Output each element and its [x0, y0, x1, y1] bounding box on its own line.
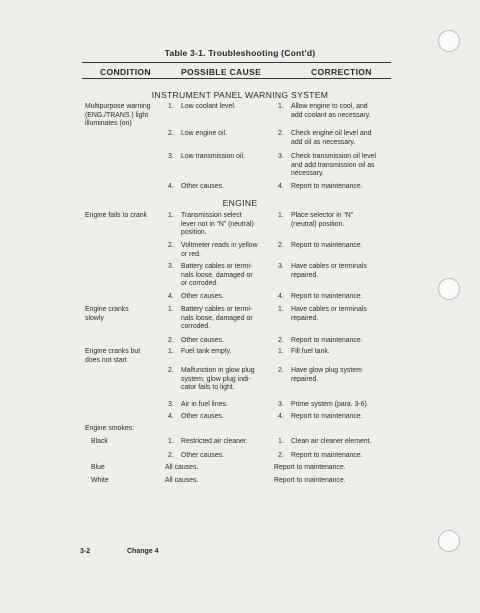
- cause-text: Other causes.: [181, 337, 224, 344]
- cause-number: 1.: [168, 348, 174, 355]
- correction-number: 1.: [278, 212, 284, 219]
- cause-text: Other causes.: [181, 183, 224, 190]
- condition-text: illuminates (on): [85, 120, 132, 128]
- correction-text: Check transmission oil level: [291, 153, 377, 160]
- correction-number: 2.: [278, 242, 284, 249]
- condition-text: does not start: [85, 356, 127, 364]
- correction-number: 4.: [278, 293, 284, 300]
- cause-text: Fuel tank empty.: [181, 348, 232, 355]
- cause-number: 3.: [168, 263, 174, 270]
- correction-text: Report to maintenance.: [291, 452, 363, 459]
- condition-text: Engine cranks: [85, 306, 129, 313]
- correction-text: Report to maintenance.: [291, 293, 363, 300]
- cause-text: All causes.: [165, 477, 199, 484]
- cause-number: 3.: [168, 401, 174, 408]
- cause-number: 2.: [168, 130, 174, 137]
- correction-number: 4.: [278, 183, 284, 190]
- cause-number: 3.: [168, 153, 174, 160]
- correction-text: add oil as necessary.: [291, 138, 356, 146]
- cause-number: 4.: [168, 413, 174, 420]
- cause-text: Transmission select: [181, 212, 242, 219]
- correction-text: (neutral) position.: [291, 220, 345, 228]
- condition-text: Engine fails to crank: [85, 212, 148, 219]
- cause-text: system; glow plug indi-: [181, 375, 251, 383]
- correction-number: 1.: [278, 348, 284, 355]
- correction-text: Report to maintenance.: [274, 477, 346, 484]
- cause-text: Battery cables or termi-: [181, 263, 253, 270]
- cause-number: 1.: [168, 103, 174, 110]
- correction-text: Prime system (para. 3-6).: [291, 401, 369, 408]
- cause-number: 4.: [168, 293, 174, 300]
- cause-text: corroded.: [181, 323, 211, 331]
- correction-text: Have glow plug system: [291, 367, 362, 374]
- header-possible-cause: POSSIBLE CAUSE: [181, 67, 262, 77]
- correction-text: necessary.: [291, 170, 324, 178]
- condition-text: Black: [91, 438, 108, 445]
- condition-text: Blue: [91, 464, 105, 471]
- correction-number: 3.: [278, 263, 284, 270]
- cause-number: 1.: [168, 212, 174, 219]
- cause-number: 1.: [168, 306, 174, 313]
- correction-text: Report to maintenance.: [291, 183, 363, 190]
- section-instrument-panel: INSTRUMENT PANEL WARNING SYSTEM: [151, 90, 329, 100]
- table-title: Table 3-1. Troubleshooting (Cont'd): [164, 48, 316, 58]
- correction-number: 4.: [278, 413, 284, 420]
- correction-number: 3.: [278, 153, 284, 160]
- cause-text: Other causes.: [181, 413, 224, 420]
- correction-text: Allow engine to cool, and: [291, 103, 368, 110]
- correction-number: 2.: [278, 452, 284, 459]
- cause-number: 1.: [168, 438, 174, 445]
- cause-text: Battery cables or termi-: [181, 306, 253, 313]
- correction-text: Check engine oil level and: [291, 130, 372, 137]
- condition-text: Multipurpose warning: [85, 103, 151, 110]
- condition-text: Engine cranks but: [85, 348, 141, 355]
- cause-text: or corroded.: [181, 280, 219, 288]
- correction-number: 1.: [278, 103, 284, 110]
- correction-text: Fill fuel tank.: [291, 348, 330, 355]
- correction-text: Have cables or terminals: [291, 306, 367, 313]
- cause-number: 2.: [168, 242, 174, 249]
- correction-number: 2.: [278, 130, 284, 137]
- cause-text: cator fails to light.: [181, 384, 235, 392]
- cause-number: 4.: [168, 183, 174, 190]
- page-number: 3-2: [80, 548, 91, 555]
- condition-text: slowly: [85, 314, 104, 322]
- correction-text: and add transmission oil as: [291, 161, 375, 169]
- cause-text: Low engine oil.: [181, 130, 227, 137]
- correction-number: 2.: [278, 367, 284, 374]
- correction-number: 1.: [278, 438, 284, 445]
- header-rule-bottom: [82, 78, 391, 79]
- correction-text: Report to maintenance.: [291, 413, 363, 420]
- cause-text: Low coolant level.: [181, 103, 236, 110]
- cause-text: Low transmission oil.: [181, 153, 245, 160]
- section-engine: ENGINE: [222, 198, 258, 208]
- correction-number: 3.: [278, 401, 284, 408]
- cause-text: Malfunction in glow plug: [181, 367, 255, 374]
- correction-number: 1.: [278, 306, 284, 313]
- header-correction: CORRECTION: [311, 67, 372, 77]
- cause-text: or red.: [181, 250, 201, 258]
- correction-text: Report to maintenance.: [291, 337, 363, 344]
- header-condition: CONDITION: [100, 67, 151, 77]
- correction-text: repaired.: [291, 375, 319, 383]
- correction-text: repaired.: [291, 314, 319, 322]
- condition-text: White: [91, 477, 109, 484]
- cause-text: position.: [181, 229, 207, 237]
- condition-text: Engine smokes:: [85, 425, 135, 432]
- correction-text: Have cables or terminals: [291, 263, 367, 270]
- cause-text: All causes.: [165, 464, 199, 471]
- cause-number: 2.: [168, 452, 174, 459]
- condition-text: (ENG./TRANS.) light: [85, 111, 149, 119]
- cause-number: 2.: [168, 337, 174, 344]
- cause-text: nals loose, damaged or: [181, 314, 253, 322]
- correction-text: Clean air cleaner element.: [291, 438, 372, 445]
- correction-text: add coolant as necessary.: [291, 111, 371, 119]
- cause-number: 2.: [168, 367, 174, 374]
- cause-text: nals loose, damaged or: [181, 271, 253, 279]
- binder-hole: [438, 530, 460, 552]
- cause-text: Voltmeter reads in yellow: [181, 242, 258, 249]
- header-rule-top: [82, 62, 391, 63]
- correction-text: repaired.: [291, 271, 319, 279]
- cause-text: Restricted air cleaner.: [181, 438, 248, 445]
- binder-hole: [438, 278, 460, 300]
- correction-number: 2.: [278, 337, 284, 344]
- correction-text: Report to maintenance.: [274, 464, 346, 471]
- change-number: Change 4: [127, 548, 159, 555]
- correction-text: Report to maintenance.: [291, 242, 363, 249]
- cause-text: Other causes.: [181, 293, 224, 300]
- cause-text: Other causes.: [181, 452, 224, 459]
- correction-text: Place selector in “N”: [291, 212, 354, 219]
- cause-text: lever not in “N” (neutral): [181, 220, 254, 228]
- cause-text: Air in fuel lines.: [181, 401, 228, 408]
